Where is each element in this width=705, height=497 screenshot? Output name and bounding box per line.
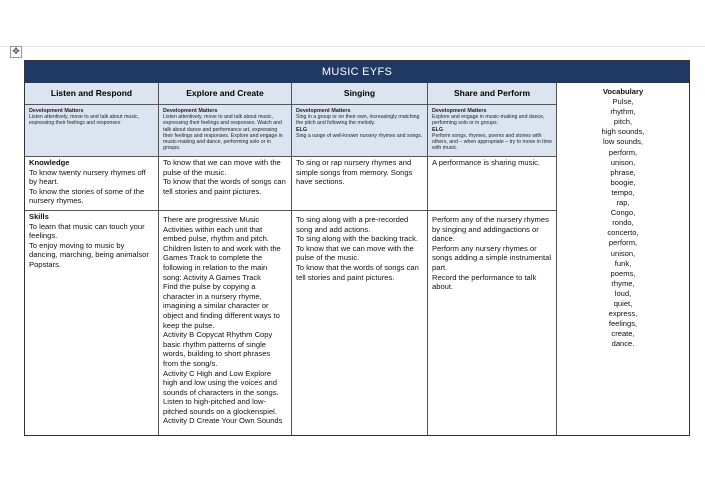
skills-item: There are progressive Music Activities within each unit that embed pulse, rhythm and pitch. Children listen to and work with the Games Track to complete the following in relation to the main song: Activity A Games Track	[163, 215, 281, 282]
dev-matters-explore	[159, 105, 292, 157]
dev-matters-listen	[25, 105, 159, 157]
vocabulary-word: rhythm,	[610, 107, 636, 117]
knowledge-share	[428, 157, 557, 211]
col-header-share-perform: Share and Perform	[428, 83, 557, 105]
vocabulary-word: unison,	[610, 248, 636, 258]
knowledge-item: A performance is sharing music.	[432, 158, 541, 167]
vocabulary-word: poems,	[610, 268, 636, 278]
skills-item: Record the performance to talk about.	[432, 272, 537, 292]
vocabulary-word: phrase,	[610, 167, 636, 177]
skills-label: Skills	[29, 212, 49, 221]
dev-matters-text: Listen attentively, move to and talk about music, expressing their feelings and responses	[29, 114, 140, 127]
skills-item: Activity C High and Low Explore high and low using the voices and sounds of characters in the songs. Listen to high-pitched and low-pitched sounds on a glockenspiel.	[163, 368, 279, 416]
dev-matters-text: Listen attentively, move to and talk about music, expressing their feelings and responses. Watch and talk about dance and performance art, expressing their feelings and responses. Explore and engage in music-making and dance, performing solo or in groups.	[163, 114, 283, 152]
skills-listen	[25, 211, 159, 435]
vocabulary-word: create,	[611, 329, 635, 339]
knowledge-singing	[292, 157, 428, 211]
vocabulary-word: tempo,	[611, 187, 635, 197]
skills-share	[428, 211, 557, 435]
table-title: MUSIC EYFS	[25, 61, 689, 83]
dev-matters-heading: Development Matters	[163, 108, 218, 114]
vocabulary-word: Pulse,	[612, 97, 634, 107]
elg-text: Sing a range of well-known nursery rhymes and songs.	[296, 132, 423, 139]
vocabulary-word: loud,	[614, 288, 632, 298]
knowledge-explore	[159, 157, 292, 211]
vocabulary-word: express,	[608, 309, 638, 319]
dev-matters-heading: Development Matters	[432, 108, 487, 114]
skills-item: To sing along with the backing track.	[296, 234, 418, 244]
dev-matters-text: Explore and engage in music-making and dance, performing solo or in groups.	[432, 114, 545, 127]
vocabulary-word: unison,	[610, 157, 636, 167]
skills-item: Activity D Create Your Own Sounds	[163, 416, 283, 426]
skills-item: To know that the words of songs can tell stories and paint pictures.	[296, 262, 419, 282]
knowledge-label: Knowledge	[29, 158, 70, 167]
music-eyfs-table	[24, 60, 690, 436]
vocabulary-word: high sounds,	[601, 127, 645, 137]
dev-matters-heading: Development Matters	[29, 108, 84, 114]
vocabulary-word: perform,	[608, 147, 638, 157]
knowledge-item: To know the stories of some of the nursery rhymes.	[29, 186, 145, 206]
vocabulary-word: feelings,	[608, 319, 638, 329]
col-header-listen-respond: Listen and Respond	[25, 83, 159, 105]
vocabulary-word: funk,	[614, 258, 632, 268]
vocabulary-word: pitch,	[613, 117, 633, 127]
knowledge-item: To know twenty nursery rhymes off by heart.	[29, 167, 146, 187]
dev-matters-text: Sing in a group or on their own, increasingly matching the pitch and following the melody.	[296, 114, 420, 127]
vocabulary-word: rap,	[616, 198, 630, 208]
knowledge-item: To know that we can move with the pulse of the music.	[163, 158, 281, 177]
skills-item: To enjoy moving to music by dancing, marching, being animalsor Popstars.	[29, 240, 149, 269]
vocabulary-list	[557, 97, 689, 349]
skills-item: Activity B Copycat Rhythm Copy basic rhythm patterns of single words, building to short phrases from the song/s.	[163, 330, 273, 368]
skills-explore	[159, 211, 292, 435]
vocabulary-word: boogie,	[610, 177, 636, 187]
dev-matters-heading: Development Matters	[296, 108, 351, 114]
vocabulary-heading: Vocabulary	[602, 87, 644, 96]
dev-matters-singing	[292, 105, 428, 157]
col-header-explore-create: Explore and Create	[159, 83, 292, 105]
vocabulary-column	[557, 83, 689, 435]
skills-item: Find the pulse by copying a character in a nursery rhyme, imagining a similar character or object and finding different ways to keep the pulse.	[163, 282, 280, 330]
skills-item: Perform any of the nursery rhymes by singing and addingactions or dance.	[432, 215, 549, 244]
elg-heading: ELG	[296, 126, 308, 133]
vocabulary-word: perform,	[608, 238, 638, 248]
vocabulary-word: low sounds,	[602, 137, 644, 147]
knowledge-item: To know that the words of songs can tell stories and paint pictures.	[163, 177, 286, 196]
skills-item: To learn that music can touch your feelings.	[29, 221, 145, 241]
skills-item: To know that we can move with the pulse of the music.	[296, 243, 414, 263]
skills-singing	[292, 211, 428, 435]
elg-heading: ELG	[432, 126, 444, 133]
knowledge-listen	[25, 157, 159, 211]
elg-text: Perform songs, rhymes, poems and stories with others, and – when appropriate – try to move in time with music.	[432, 132, 552, 152]
dev-matters-share	[428, 105, 557, 157]
skills-item: To sing along with a pre-recorded song and add actions.	[296, 215, 409, 234]
page-top-margin	[0, 0, 705, 47]
vocabulary-word: rondo,	[612, 218, 634, 228]
vocabulary-word: Congo,	[610, 208, 636, 218]
vocabulary-word: concerto,	[607, 228, 639, 238]
table-move-handle-icon[interactable]: ✥	[10, 46, 22, 58]
vocabulary-word: rhyme,	[611, 278, 635, 288]
vocabulary-word: quiet,	[613, 298, 633, 308]
knowledge-item: To sing or rap nursery rhymes and simple songs from memory. Songs have sections.	[296, 158, 413, 187]
vocabulary-word: dance.	[611, 339, 635, 349]
col-header-singing: Singing	[292, 83, 428, 105]
skills-item: Perform any nursery rhymes or songs adding a simple instrumental part.	[432, 243, 552, 272]
